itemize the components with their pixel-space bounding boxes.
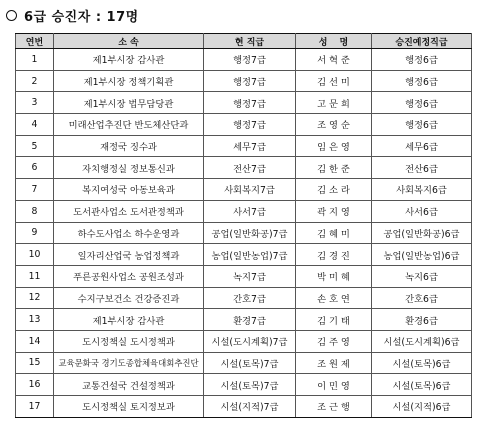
cell-no: 3 [16,92,54,114]
table-row [16,396,472,418]
cell-dept: 교통건설국 건설정책과 [54,374,204,396]
cell-name: 김 주 영 [296,330,372,352]
cell-dept: 도시정책실 도시정책과 [54,330,204,352]
cell-no: 6 [16,157,54,179]
table-row [16,244,472,266]
cell-current: 행정7급 [204,114,296,136]
col-header-name: 성 명 [296,34,372,49]
table-row [16,114,472,136]
cell-no: 10 [16,244,54,266]
cell-dept: 제1부시장 감사관 [54,49,204,71]
cell-promo: 사회복지6급 [372,179,472,201]
cell-dept: 제1부시장 정책기획관 [54,70,204,92]
cell-name: 이 민 영 [296,374,372,396]
cell-name: 임 은 영 [296,135,372,157]
cell-name: 조 근 행 [296,396,372,418]
cell-no: 17 [16,396,54,418]
cell-current: 시설(지적)7급 [204,396,296,418]
cell-dept: 제1부시장 감사관 [54,309,204,331]
cell-current: 행정7급 [204,49,296,71]
cell-dept: 자치행정실 정보통신과 [54,157,204,179]
cell-current: 농업(일반농업)7급 [204,244,296,266]
cell-current: 시설(토목)7급 [204,374,296,396]
cell-current: 사서7급 [204,200,296,222]
cell-dept: 푸른공원사업소 공원조성과 [54,265,204,287]
cell-name: 김 기 태 [296,309,372,331]
table-row [16,222,472,244]
cell-promo: 환경6급 [372,309,472,331]
cell-promo: 행정6급 [372,114,472,136]
cell-dept: 도서관사업소 도서관정책과 [54,200,204,222]
table-row [16,135,472,157]
cell-dept: 일자리산업국 농업정책과 [54,244,204,266]
cell-promo: 세무6급 [372,135,472,157]
cell-current: 행정7급 [204,92,296,114]
cell-no: 15 [16,352,54,374]
table-row [16,287,472,309]
table-row [16,374,472,396]
cell-promo: 행정6급 [372,70,472,92]
cell-promo: 간호6급 [372,287,472,309]
cell-name: 조 영 순 [296,114,372,136]
cell-current: 간호7급 [204,287,296,309]
cell-name: 김 한 준 [296,157,372,179]
cell-no: 13 [16,309,54,331]
cell-no: 14 [16,330,54,352]
table-row [16,265,472,287]
cell-promo: 행정6급 [372,49,472,71]
table-row [16,179,472,201]
cell-promo: 시설(지적)6급 [372,396,472,418]
cell-current: 세무7급 [204,135,296,157]
cell-name: 서 혁 준 [296,49,372,71]
cell-no: 4 [16,114,54,136]
cell-current: 전산7급 [204,157,296,179]
cell-dept: 복지여성국 아동보육과 [54,179,204,201]
cell-name: 김 선 미 [296,70,372,92]
cell-no: 5 [16,135,54,157]
cell-promo: 시설(토목)6급 [372,374,472,396]
table-row [16,92,472,114]
col-header-promo: 승진예정직급 [372,34,472,49]
cell-promo: 전산6급 [372,157,472,179]
cell-no: 1 [16,49,54,71]
cell-dept: 도시정책실 토지정보과 [54,396,204,418]
table-row [16,157,472,179]
cell-dept: 재정국 징수과 [54,135,204,157]
cell-promo: 공업(일반화공)6급 [372,222,472,244]
col-header-no: 연번 [16,34,54,49]
cell-name: 손 호 연 [296,287,372,309]
table-row [16,330,472,352]
cell-no: 9 [16,222,54,244]
cell-no: 12 [16,287,54,309]
heading-text: 6급 승진자 : 17명 [24,10,139,25]
table-row [16,200,472,222]
table-header-row [16,34,472,49]
cell-name: 조 원 제 [296,352,372,374]
cell-no: 7 [16,179,54,201]
cell-no: 11 [16,265,54,287]
cell-dept: 하수도사업소 하수운영과 [54,222,204,244]
table-row [16,70,472,92]
cell-promo: 사서6급 [372,200,472,222]
cell-current: 시설(토목)7급 [204,352,296,374]
table-row [16,49,472,71]
cell-dept: 수지구보건소 건강증진과 [54,287,204,309]
cell-current: 환경7급 [204,309,296,331]
cell-promo: 농업(일반농업)6급 [372,244,472,266]
cell-current: 녹지7급 [204,265,296,287]
cell-no: 2 [16,70,54,92]
cell-promo: 녹지6급 [372,265,472,287]
col-header-current: 현 직급 [204,34,296,49]
col-header-dept: 소 속 [54,34,204,49]
cell-no: 16 [16,374,54,396]
cell-name: 박 미 혜 [296,265,372,287]
cell-promo: 시설(토목)6급 [372,352,472,374]
cell-dept: 미래산업추진단 반도체산단과 [54,114,204,136]
cell-name: 곽 지 영 [296,200,372,222]
cell-current: 사회복지7급 [204,179,296,201]
cell-dept: 제1부시장 법무담당관 [54,92,204,114]
table-row [16,352,472,374]
table-row [16,309,472,331]
cell-promo: 행정6급 [372,92,472,114]
cell-current: 공업(일반화공)7급 [204,222,296,244]
cell-name: 김 소 라 [296,179,372,201]
cell-current: 행정7급 [204,70,296,92]
cell-name: 고 문 희 [296,92,372,114]
cell-promo: 시설(도시계획)6급 [372,330,472,352]
cell-name: 김 혜 미 [296,222,372,244]
cell-dept: 교육문화국 경기도종합체육대회추진단 [54,352,204,374]
promotion-table [15,33,472,418]
cell-current: 시설(도시계획)7급 [204,330,296,352]
cell-name: 김 경 진 [296,244,372,266]
section-heading [6,6,139,25]
cell-no: 8 [16,200,54,222]
circle-bullet-icon [6,10,17,21]
